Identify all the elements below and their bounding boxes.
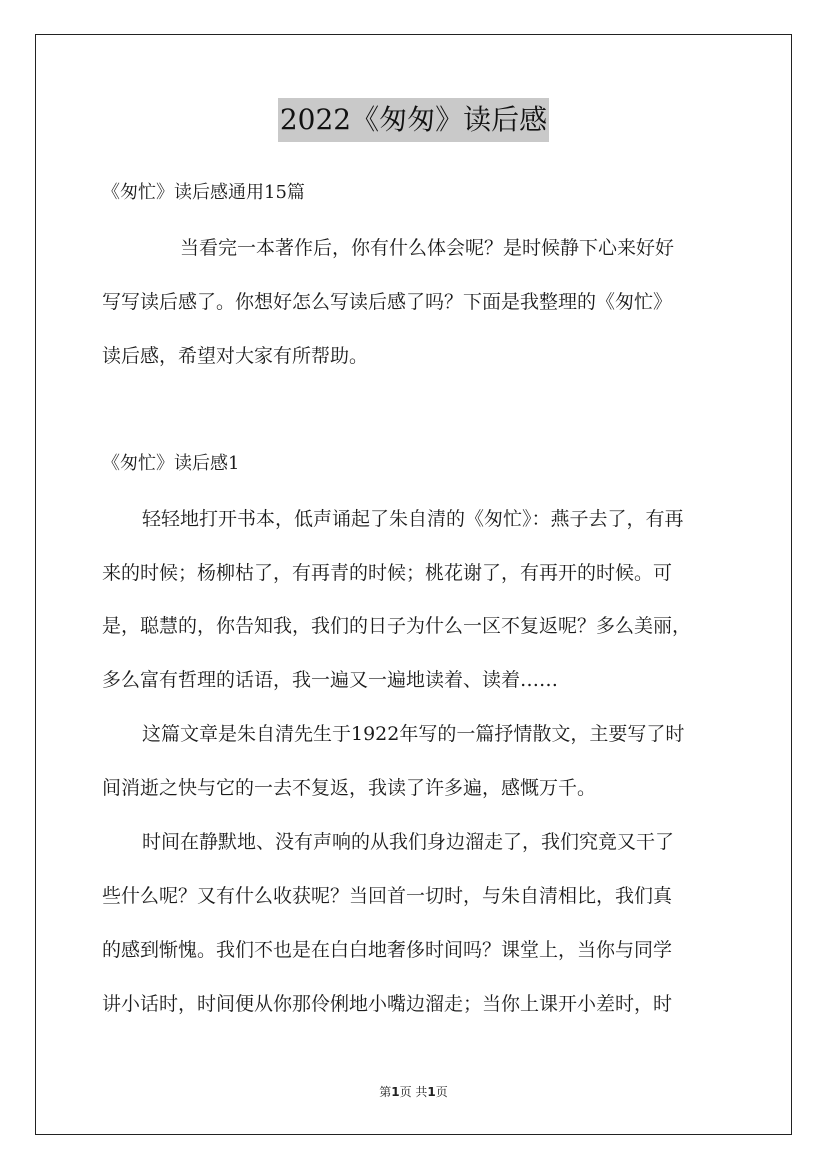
body-line: 些什么呢？又有什么收获呢？当回首一切时，与朱自清相比，我们真 xyxy=(102,885,673,907)
body-line: 间消逝之快与它的一去不复返，我读了许多遍，感慨万千。 xyxy=(102,777,597,799)
body-line: 多么富有哲理的话语，我一遍又一遍地读着、读着…… xyxy=(102,669,559,691)
section-heading: 《匆忙》读后感1 xyxy=(102,453,240,474)
body-line: 轻轻地打开书本，低声诵起了朱自清的《匆忙》：燕子去了，有再 xyxy=(142,508,684,530)
subtitle: 《匆忙》读后感通用15篇 xyxy=(102,182,305,203)
body-line: 来的时候；杨柳枯了，有再青的时候；桃花谢了，有再开的时候。可 xyxy=(102,562,673,584)
page-mid: 页 共 xyxy=(399,1085,428,1099)
body-line: 讲小话时，时间便从你那伶俐地小嘴边溜走；当你上课开小差时，时 xyxy=(102,993,673,1015)
page-total: 1 xyxy=(427,1085,436,1099)
intro-line: 写写读后感了。你想好怎么写读后感了吗？下面是我整理的《匆忙》 xyxy=(102,291,673,313)
title-container xyxy=(0,98,827,142)
page-prefix: 第 xyxy=(379,1085,392,1099)
body-line: 的感到惭愧。我们不也是在白白地奢侈时间吗？课堂上，当你与同学 xyxy=(102,939,673,961)
body-line: 时间在静默地、没有声响的从我们身边溜走了，我们究竟又干了 xyxy=(142,831,675,853)
intro-line: 当看完一本著作后，你有什么体会呢？是时候静下心来好好 xyxy=(180,237,675,259)
body-line: 这篇文章是朱自清先生于1922年写的一篇抒情散文，主要写了时 xyxy=(142,723,685,745)
body-line: 是，聪慧的，你告知我，我们的日子为什么一区不复返呢？多么美丽， xyxy=(102,615,692,637)
page-footer xyxy=(0,1083,827,1100)
document-title: 2022《匆匆》读后感 xyxy=(278,98,549,142)
intro-line: 读后感，希望对大家有所帮助。 xyxy=(102,345,369,367)
page-current: 1 xyxy=(391,1085,400,1099)
page-suffix: 页 xyxy=(435,1085,448,1099)
